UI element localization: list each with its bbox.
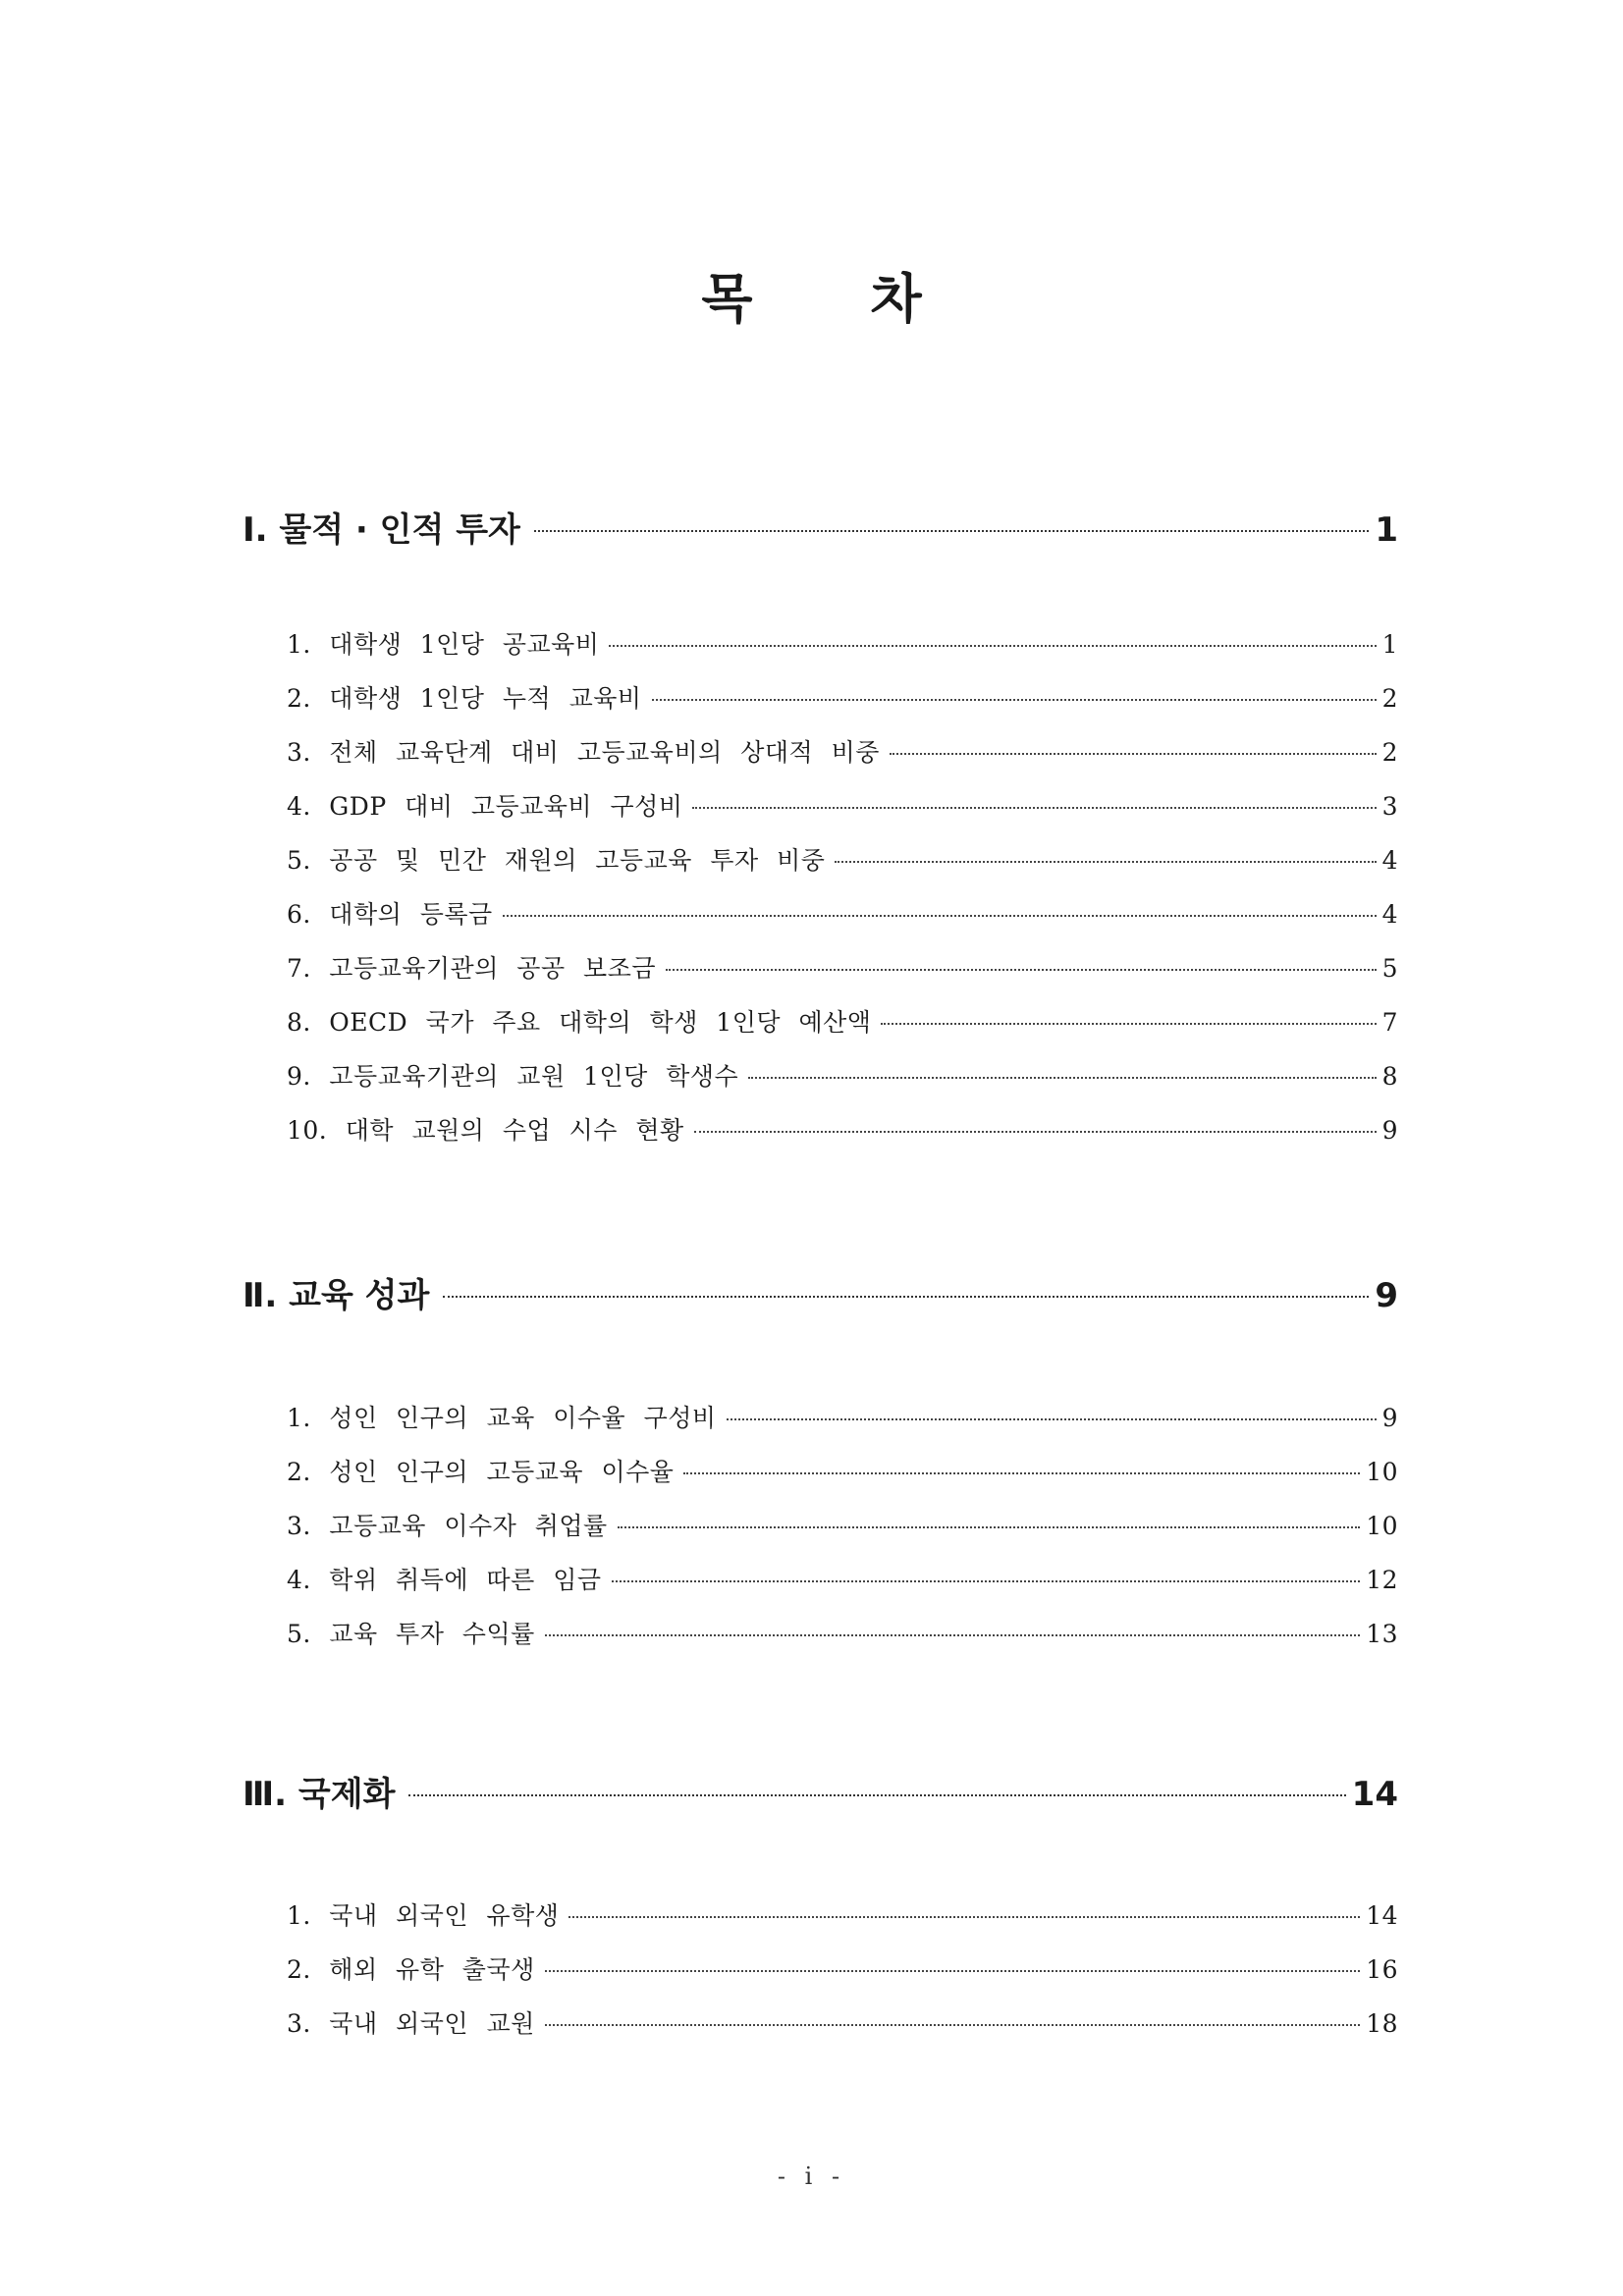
dot-leader	[545, 2024, 1360, 2026]
title-char-2: 차	[870, 268, 922, 330]
entry-label: 2. 대학생 1인당 누적 교육비	[287, 684, 642, 713]
entry-page-number: 5	[1381, 954, 1398, 983]
entry-page-number: 16	[1366, 1955, 1398, 1984]
entry-label: 2. 해외 유학 출국생	[287, 1955, 535, 1984]
entry-label: 3. 국내 외국인 교원	[287, 2009, 535, 2038]
entry-page-number: 7	[1381, 1008, 1398, 1037]
dot-leader	[652, 699, 1377, 701]
section-page-number: 1	[1375, 510, 1398, 550]
page-title	[0, 257, 1623, 333]
entry-label: 8. OECD 국가 주요 대학의 학생 1인당 예산액	[287, 1008, 872, 1037]
entry-label: 9. 고등교육기관의 교원 1인당 학생수	[287, 1062, 739, 1091]
entry-page-number: 9	[1381, 1116, 1398, 1145]
dot-leader	[694, 1131, 1377, 1133]
entry-page-number: 10	[1366, 1458, 1398, 1486]
entry-label: 10. 대학 교원의 수업 시수 현황	[287, 1116, 684, 1145]
footer-page-number: - i -	[777, 2163, 846, 2190]
dot-leader	[692, 807, 1376, 809]
dot-leader	[748, 1077, 1376, 1079]
toc-entry[interactable]	[287, 1896, 1398, 1932]
toc-entry[interactable]	[287, 1399, 1398, 1434]
toc-entry[interactable]	[287, 949, 1398, 985]
toc-entry[interactable]	[287, 841, 1398, 877]
entry-label: 3. 전체 교육단계 대비 고등교육비의 상대적 비중	[287, 738, 880, 767]
toc-section-2[interactable]	[243, 1268, 1398, 1316]
entry-label: 3. 고등교육 이수자 취업률	[287, 1512, 608, 1540]
entry-page-number: 4	[1381, 846, 1398, 875]
dot-leader	[890, 753, 1377, 755]
dot-leader	[534, 530, 1369, 532]
entry-page-number: 14	[1366, 1901, 1398, 1930]
entry-page-number: 13	[1366, 1620, 1398, 1648]
toc-entry[interactable]	[287, 787, 1398, 823]
toc-entry[interactable]	[287, 679, 1398, 715]
entry-label: 5. 공공 및 민간 재원의 고등교육 투자 비중	[287, 846, 826, 875]
section-page-number: 9	[1375, 1276, 1398, 1315]
entry-page-number: 12	[1366, 1566, 1398, 1594]
toc-entry[interactable]	[287, 1111, 1398, 1147]
dot-leader	[835, 861, 1376, 863]
section-label: Ⅲ. 국제화	[243, 1775, 396, 1814]
entry-label: 1. 국내 외국인 유학생	[287, 1901, 560, 1930]
entry-label: 1. 성인 인구의 교육 이수율 구성비	[287, 1404, 717, 1432]
entry-label: 4. GDP 대비 고등교육비 구성비	[287, 792, 683, 821]
dot-leader	[612, 1580, 1361, 1582]
toc-entry[interactable]	[287, 1615, 1398, 1650]
entry-page-number: 2	[1381, 684, 1398, 713]
title-char-1: 목	[701, 268, 753, 330]
toc-entry[interactable]	[287, 1950, 1398, 1986]
toc-entry[interactable]	[287, 1561, 1398, 1596]
toc-entry[interactable]	[287, 1507, 1398, 1542]
dot-leader	[881, 1023, 1376, 1025]
dot-leader	[618, 1526, 1360, 1528]
toc-section-1[interactable]	[243, 503, 1398, 551]
entry-page-number: 1	[1381, 630, 1398, 659]
toc-entry[interactable]	[287, 1453, 1398, 1488]
section-page-number: 14	[1351, 1775, 1398, 1814]
entry-label: 7. 고등교육기관의 공공 보조금	[287, 954, 656, 983]
toc-entry[interactable]	[287, 1057, 1398, 1093]
entry-page-number: 3	[1381, 792, 1398, 821]
entry-label: 5. 교육 투자 수익률	[287, 1620, 535, 1648]
toc-entry[interactable]	[287, 733, 1398, 769]
dot-leader	[727, 1418, 1377, 1420]
toc-section-3[interactable]	[243, 1767, 1398, 1815]
entry-page-number: 18	[1366, 2009, 1398, 2038]
section-label: Ⅰ. 물적 · 인적 투자	[243, 510, 520, 550]
dot-leader	[545, 1970, 1360, 1972]
entry-page-number: 4	[1381, 900, 1398, 929]
entry-page-number: 2	[1381, 738, 1398, 767]
dot-leader	[503, 915, 1377, 917]
section-label: Ⅱ. 교육 성과	[243, 1276, 430, 1315]
entry-page-number: 8	[1381, 1062, 1398, 1091]
entry-page-number: 10	[1366, 1512, 1398, 1540]
dot-leader	[666, 969, 1377, 971]
toc-entry[interactable]	[287, 625, 1398, 661]
toc-entry[interactable]	[287, 895, 1398, 931]
toc-entry[interactable]	[287, 2004, 1398, 2040]
dot-leader	[408, 1794, 1345, 1796]
toc-entry[interactable]	[287, 1003, 1398, 1039]
dot-leader	[568, 1916, 1360, 1918]
entry-label: 4. 학위 취득에 따른 임금	[287, 1566, 602, 1594]
dot-leader	[443, 1296, 1369, 1298]
entry-label: 1. 대학생 1인당 공교육비	[287, 630, 600, 659]
dot-leader	[683, 1472, 1360, 1474]
dot-leader	[609, 645, 1376, 647]
entry-page-number: 9	[1381, 1404, 1398, 1432]
entry-label: 6. 대학의 등록금	[287, 900, 493, 929]
dot-leader	[545, 1634, 1360, 1636]
entry-label: 2. 성인 인구의 고등교육 이수율	[287, 1458, 675, 1486]
